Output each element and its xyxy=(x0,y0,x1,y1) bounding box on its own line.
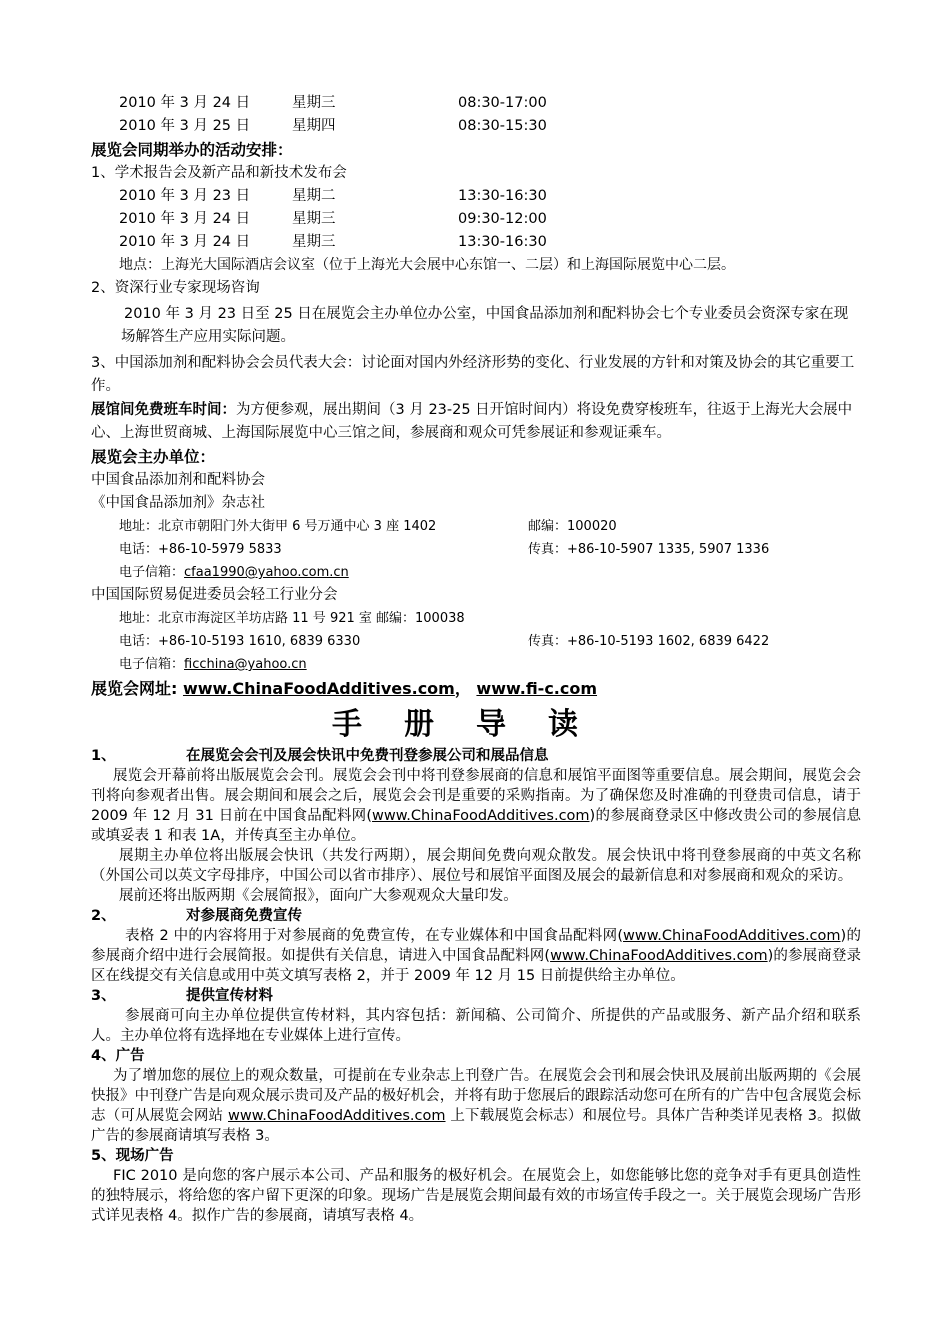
schedule-time: 13:30-16:30 xyxy=(458,188,547,204)
organizer-2-address-row xyxy=(91,515,861,538)
section-title: 在展览会会刊及展会快讯中免费刊登参展公司和展品信息 xyxy=(186,748,549,764)
schedule-time: 08:30-17:00 xyxy=(458,95,547,111)
event-item-2-title: 2、资深行业专家现场咨询 xyxy=(91,280,260,296)
organizer-3: 中国国际贸易促进委员会轻工行业分会 xyxy=(91,587,338,603)
section-heading-2 xyxy=(91,906,861,926)
section-heading-3 xyxy=(91,986,861,1006)
guide-title: 手册导读 xyxy=(332,707,620,742)
section-3-body: 参展商可向主办单位提供宣传材料，其内容包括：新闻稿、公司简介、所提供的产品或服务、新产品介绍和联系人。主办单位将有选择地在专业媒体上进行宣传。 xyxy=(91,1008,861,1044)
schedule-date: 2010 年 3 月 24 日 xyxy=(119,95,251,111)
telephone: 电话：+86-10-5193 1610, 6839 6330 xyxy=(119,634,361,649)
email-link[interactable]: ficchina@yahoo.cn xyxy=(184,657,307,672)
event-item-3-text: 3、中国添加剂和配料协会会员代表大会：讨论面对国内外经济形势的变化、行业发展的方针和对策及协会的其它重要工作。 xyxy=(91,355,855,394)
organizer-2-email-row xyxy=(91,561,861,584)
section-number: 5、现场广告 xyxy=(91,1148,174,1164)
site-link[interactable]: www.ChinaFoodAdditives.com xyxy=(550,948,768,964)
organizers-heading: 展览会主办单位： xyxy=(91,448,216,466)
section-2-body: 表格 2 中的内容将用于对参展商的免费宣传，在专业媒体和中国食品配料网(www.ChinaFoodAdditives.com)的参展商介绍中进行会展简报。如提供有关信息，请进入中国食品配料网(www.ChinaFoodAdditives.com)的参展商登录区在线提交有关信息或用中英文填写表格 2，并于 2009 年 12 月 15 日前提供给主办单位。 xyxy=(91,928,861,984)
website-link-2[interactable]: www.fi-c.com xyxy=(476,679,598,698)
section-heading-1 xyxy=(91,746,861,766)
schedule-day: 星期二 xyxy=(292,188,336,204)
section-number: 3、 xyxy=(91,988,116,1004)
schedule-date: 2010 年 3 月 24 日 xyxy=(119,234,251,250)
organizer-1: 中国食品添加剂和配料协会 xyxy=(91,472,265,488)
address: 地址：北京市朝阳门外大街甲 6 号万通中心 3 座 1402 xyxy=(119,519,437,534)
schedule-time: 08:30-15:30 xyxy=(458,118,547,134)
document-page xyxy=(91,92,861,1226)
event-schedule-row xyxy=(91,231,861,254)
website-link-1[interactable]: www.ChinaFoodAdditives.com xyxy=(182,679,455,698)
email-link[interactable]: cfaa1990@yahoo.com.cn xyxy=(184,565,349,580)
section-heading-4 xyxy=(91,1046,861,1066)
schedule-day: 星期三 xyxy=(292,95,336,111)
event-schedule-row xyxy=(91,208,861,231)
schedule-row xyxy=(91,92,861,115)
fax: 传真：+86-10-5907 1335, 5907 1336 xyxy=(528,542,770,557)
section-title: 对参展商免费宣传 xyxy=(186,908,302,924)
section-number: 2、 xyxy=(91,908,116,924)
schedule-date: 2010 年 3 月 23 日 xyxy=(119,188,251,204)
shuttle-label: 展馆间免费班车时间： xyxy=(91,402,236,418)
event-schedule-row xyxy=(91,185,861,208)
site-link[interactable]: www.ChinaFoodAdditives.com xyxy=(228,1108,446,1124)
section-4-body: 为了增加您的展位上的观众数量，可提前在专业杂志上刊登广告。在展览会会刊和展会快讯及展前出版两期的《会展快报》中刊登广告是向观众展示贵司及产品的极好机会，并将有助于您展后的跟踪活动您可在所有的广告中包含展览会标志（可从展览会网站 www.ChinaFoodAdditives.com 上下载展览会标志）和展位号。具体广告种类详见表格 3。拟做广告的参展商请填写表格 3。 xyxy=(91,1068,861,1144)
section-5-body: FIC 2010 是向您的客户展示本公司、产品和服务的极好机会。在展览会上，如您能够比您的竞争对手有更具创造性的独特展示，将给您的客户留下更深的印象。现场广告是展览会期间最有效的市场宣传手段之一。关于展览会现场广告形式详见表格 4。拟作广告的参展商，请填写表格 4。 xyxy=(91,1168,861,1224)
schedule-time: 13:30-16:30 xyxy=(458,234,547,250)
website-line xyxy=(91,676,861,702)
schedule-day: 星期三 xyxy=(292,234,336,250)
schedule-time: 09:30-12:00 xyxy=(458,211,547,227)
section-number: 1、 xyxy=(91,748,116,764)
section-heading-5 xyxy=(91,1146,861,1166)
organizer-3-phone-row xyxy=(91,630,861,653)
section-number: 4、广告 xyxy=(91,1048,145,1064)
section-1-paragraph-1: 展览会开幕前将出版展览会会刊。展览会会刊中将刊登参展商的信息和展馆平面图等重要信息。展会期间，展览会会刊将向参观者出售。展会期间和展会之后，展览会会刊是重要的采购指南。为了确保您及时准确的刊登贵司信息，请于 2009 年 12 月 31 日前在中国食品配料网(www.ChinaFoodAdditives.com)的参展商登录区中修改贵公司的参展信息或填妥表 1 和表 1A，并传真至主办单位。 xyxy=(91,768,861,844)
website-separator: ， xyxy=(454,679,477,698)
event-location: 地点：上海光大国际酒店会议室（位于上海光大会展中心东馆一、二层）和上海国际展览中心二层。 xyxy=(119,257,735,273)
section-title: 提供宣传材料 xyxy=(186,988,273,1004)
schedule-day: 星期三 xyxy=(292,211,336,227)
section-1-body xyxy=(91,766,861,906)
organizer-2: 《中国食品添加剂》杂志社 xyxy=(91,495,265,511)
shuttle-text: 为方便参观，展出期间（3 月 23-25 日开馆时间内）将设免费穿梭班车，往返于上海光大会展中心、上海世贸商城、上海国际展览中心三馆之间，参展商和观众可凭参展证和参观证乘车。 xyxy=(91,402,853,441)
schedule-date: 2010 年 3 月 24 日 xyxy=(119,211,251,227)
email-label: 电子信箱： xyxy=(119,657,185,672)
events-heading: 展览会同期举办的活动安排： xyxy=(91,141,293,159)
shuttle-paragraph xyxy=(91,399,861,445)
site-link[interactable]: www.ChinaFoodAdditives.com xyxy=(372,808,590,824)
event-item-1-title: 1、学术报告会及新产品和新技术发布会 xyxy=(91,165,347,181)
section-1-paragraph-3: 展前还将出版两期《会展简报》，面向广大参观观众大量印发。 xyxy=(119,888,518,904)
website-label: 展览会网址: xyxy=(91,679,183,698)
site-link[interactable]: www.ChinaFoodAdditives.com xyxy=(623,928,841,944)
organizer-3-address-row xyxy=(91,607,861,630)
organizer-2-phone-row xyxy=(91,538,861,561)
schedule-date: 2010 年 3 月 25 日 xyxy=(119,118,251,134)
event-item-2-text: 2010 年 3 月 23 日至 25 日在展览会主办单位办公室，中国食品添加剂和配料协会七个专业委员会资深专家在现场解答生产应用实际问题。 xyxy=(121,306,849,345)
address: 地址：北京市海淀区羊坊店路 11 号 921 室 邮编：100038 xyxy=(119,611,465,626)
postcode: 邮编：100020 xyxy=(528,519,617,534)
email-label: 电子信箱： xyxy=(119,565,185,580)
telephone: 电话：+86-10-5979 5833 xyxy=(119,542,282,557)
fax: 传真：+86-10-5193 1602, 6839 6422 xyxy=(528,634,770,649)
section-1-paragraph-2: 展期主办单位将出版展会快讯（共发行两期），展会期间免费向观众散发。展会快讯中将刊登参展商的中英文名称（外国公司以英文字母排序，中国公司以省市排序）、展位号和展馆平面图及展会的最新信息和对参展商和观众的采访。 xyxy=(91,848,861,884)
schedule-day: 星期四 xyxy=(292,118,336,134)
schedule-row xyxy=(91,115,861,138)
organizer-3-email-row xyxy=(91,653,861,676)
